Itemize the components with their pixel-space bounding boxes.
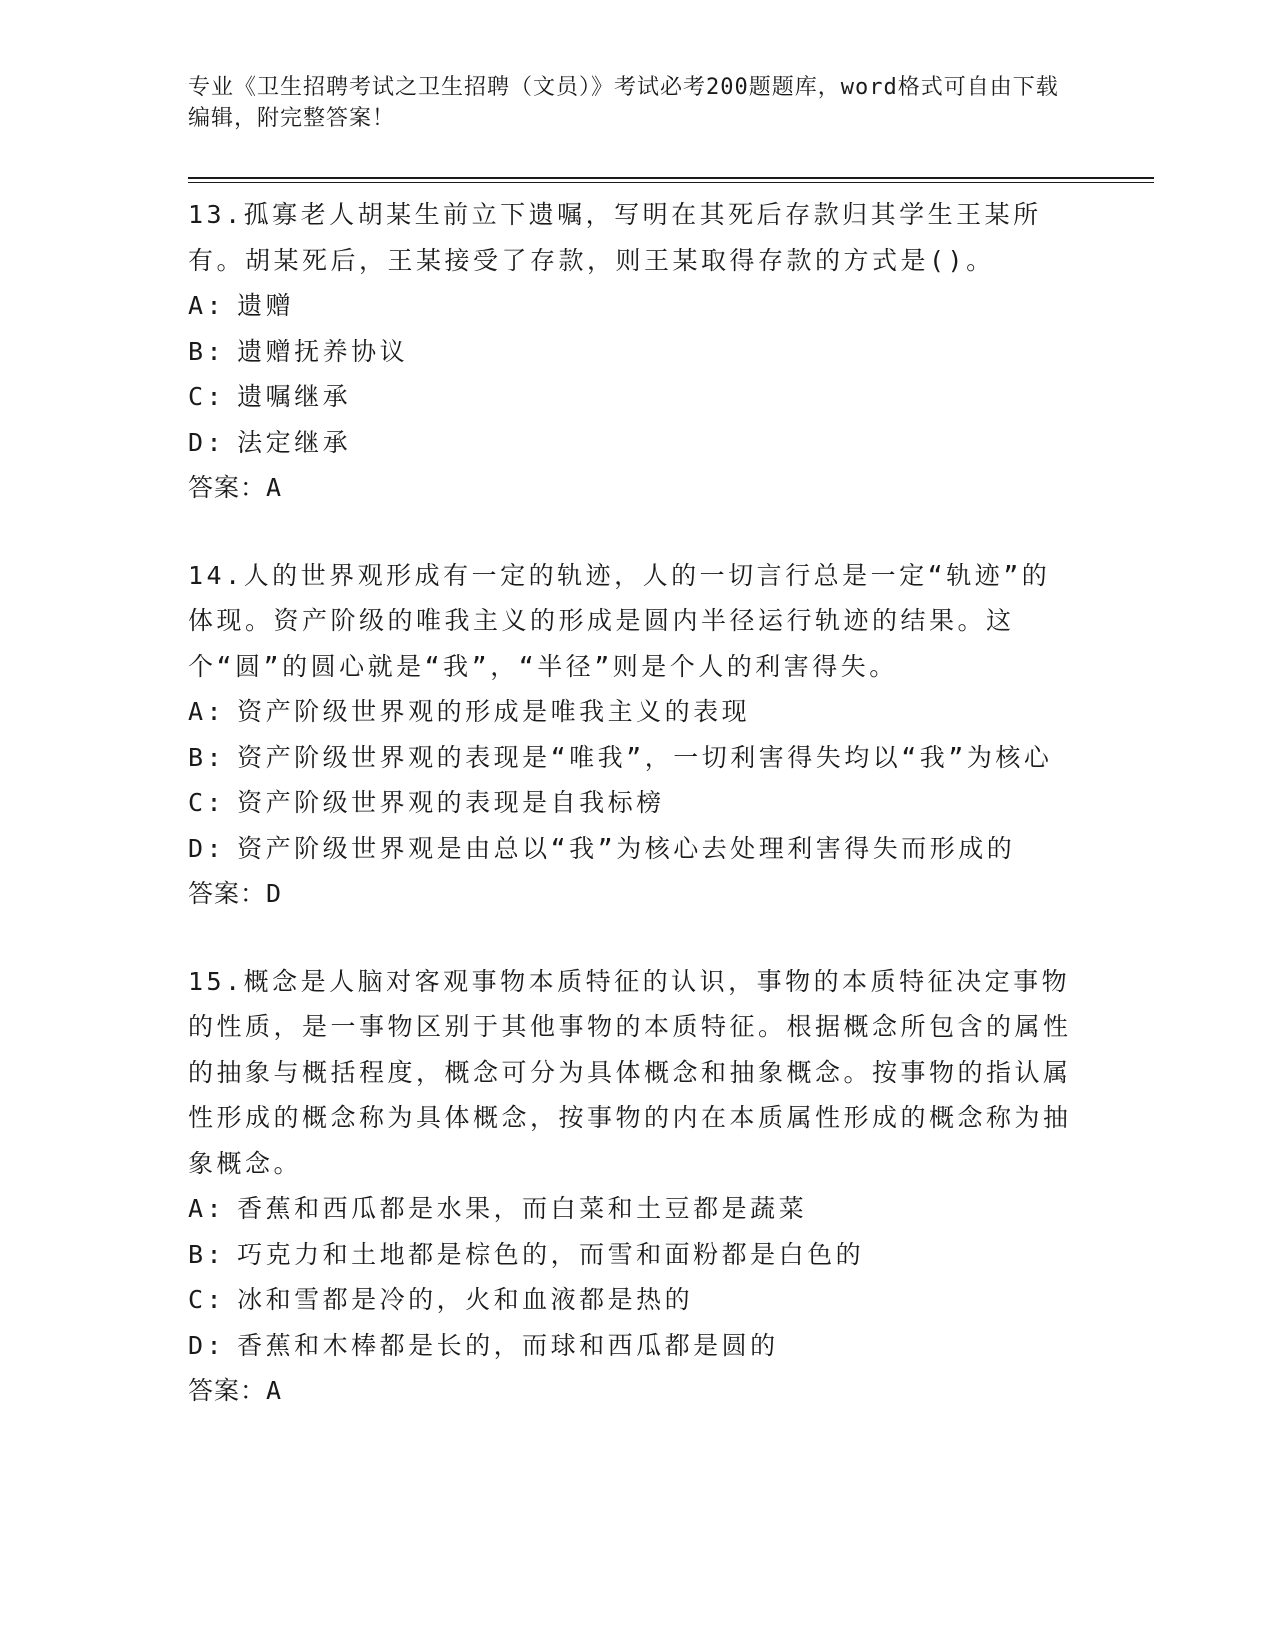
option-key: B: bbox=[188, 1239, 226, 1269]
question-15 bbox=[188, 959, 1078, 1414]
option-b bbox=[188, 329, 1078, 375]
answer-value: A bbox=[266, 473, 283, 502]
question-stem: 15.概念是人脑对客观事物本质特征的认识，事物的本质特征决定事物的性质，是一事物区别于其他事物的本质特征。根据概念所包含的属性的抽象与概括程度，概念可分为具体概念和抽象概念。按事物的指认属性形成的概念称为具体概念，按事物的内在本质属性形成的概念称为抽象概念。 bbox=[188, 966, 1072, 1178]
option-text: 冰和雪都是冷的，火和血液都是热的 bbox=[237, 1285, 694, 1314]
question-stem: 14.人的世界观形成有一定的轨迹，人的一切言行总是一定“轨迹”的体现。资产阶级的唯我主义的形成是圆内半径运行轨迹的结果。这个“圆”的圆心就是“我”，“半径”则是个人的利害得失。 bbox=[188, 560, 1051, 681]
option-text: 巧克力和土地都是棕色的，而雪和面粉都是白色的 bbox=[237, 1239, 865, 1269]
option-key: C: bbox=[188, 1285, 226, 1314]
option-text: 资产阶级世界观是由总以“我”为核心去处理利害得失而形成的 bbox=[237, 833, 1016, 863]
option-a bbox=[188, 1186, 1078, 1232]
option-key: A: bbox=[188, 1194, 226, 1223]
option-text: 遗赠抚养协议 bbox=[237, 336, 409, 366]
answer-value: D bbox=[266, 879, 283, 908]
option-text: 资产阶级世界观的形成是唯我主义的表现 bbox=[237, 697, 751, 726]
answer-line bbox=[188, 1368, 1078, 1414]
option-key: B: bbox=[188, 742, 226, 772]
option-a bbox=[188, 689, 1078, 735]
option-text: 遗嘱继承 bbox=[237, 382, 352, 411]
option-c bbox=[188, 780, 1078, 826]
option-text: 资产阶级世界观的表现是“唯我”，一切利害得失均以“我”为核心 bbox=[237, 742, 1053, 772]
option-key: A: bbox=[188, 291, 226, 320]
option-d bbox=[188, 1323, 1078, 1369]
option-text: 法定继承 bbox=[237, 427, 352, 457]
option-text: 资产阶级世界观的表现是自我标榜 bbox=[237, 788, 665, 817]
option-d bbox=[188, 420, 1078, 466]
answer-line bbox=[188, 871, 1078, 917]
option-a bbox=[188, 283, 1078, 329]
option-key: B: bbox=[188, 336, 226, 366]
question-13 bbox=[188, 192, 1078, 511]
option-b bbox=[188, 1232, 1078, 1278]
question-stem: 13.孤寡老人胡某生前立下遗嘱，写明在其死后存款归其学生王某所有。胡某死后，王某接受了存款，则王某取得存款的方式是()。 bbox=[188, 200, 1042, 275]
answer-value: A bbox=[266, 1376, 283, 1405]
option-c bbox=[188, 1277, 1078, 1323]
question-14 bbox=[188, 553, 1078, 917]
option-key: D: bbox=[188, 833, 226, 863]
answer-line bbox=[188, 465, 1078, 511]
option-b bbox=[188, 735, 1078, 781]
option-key: C: bbox=[188, 382, 226, 411]
answer-label: 答案： bbox=[188, 1376, 267, 1405]
question-list bbox=[188, 192, 1078, 1456]
option-text: 香蕉和木棒都是长的，而球和西瓜都是圆的 bbox=[237, 1330, 779, 1360]
option-text: 遗赠 bbox=[237, 291, 295, 320]
header-rule-thick bbox=[188, 177, 1154, 179]
option-key: C: bbox=[188, 788, 226, 817]
header-rule-thin bbox=[188, 182, 1154, 183]
answer-label: 答案： bbox=[188, 473, 267, 502]
option-key: D: bbox=[188, 427, 226, 457]
option-key: A: bbox=[188, 697, 226, 726]
option-key: D: bbox=[188, 1330, 226, 1360]
document-header: 专业《卫生招聘考试之卫生招聘（文员）》考试必考200题题库，word格式可自由下载编辑，附完整答案！ bbox=[188, 75, 1059, 131]
answer-label: 答案： bbox=[188, 879, 267, 908]
option-text: 香蕉和西瓜都是水果，而白菜和土豆都是蔬菜 bbox=[237, 1194, 808, 1223]
option-d bbox=[188, 826, 1078, 872]
option-c bbox=[188, 374, 1078, 420]
